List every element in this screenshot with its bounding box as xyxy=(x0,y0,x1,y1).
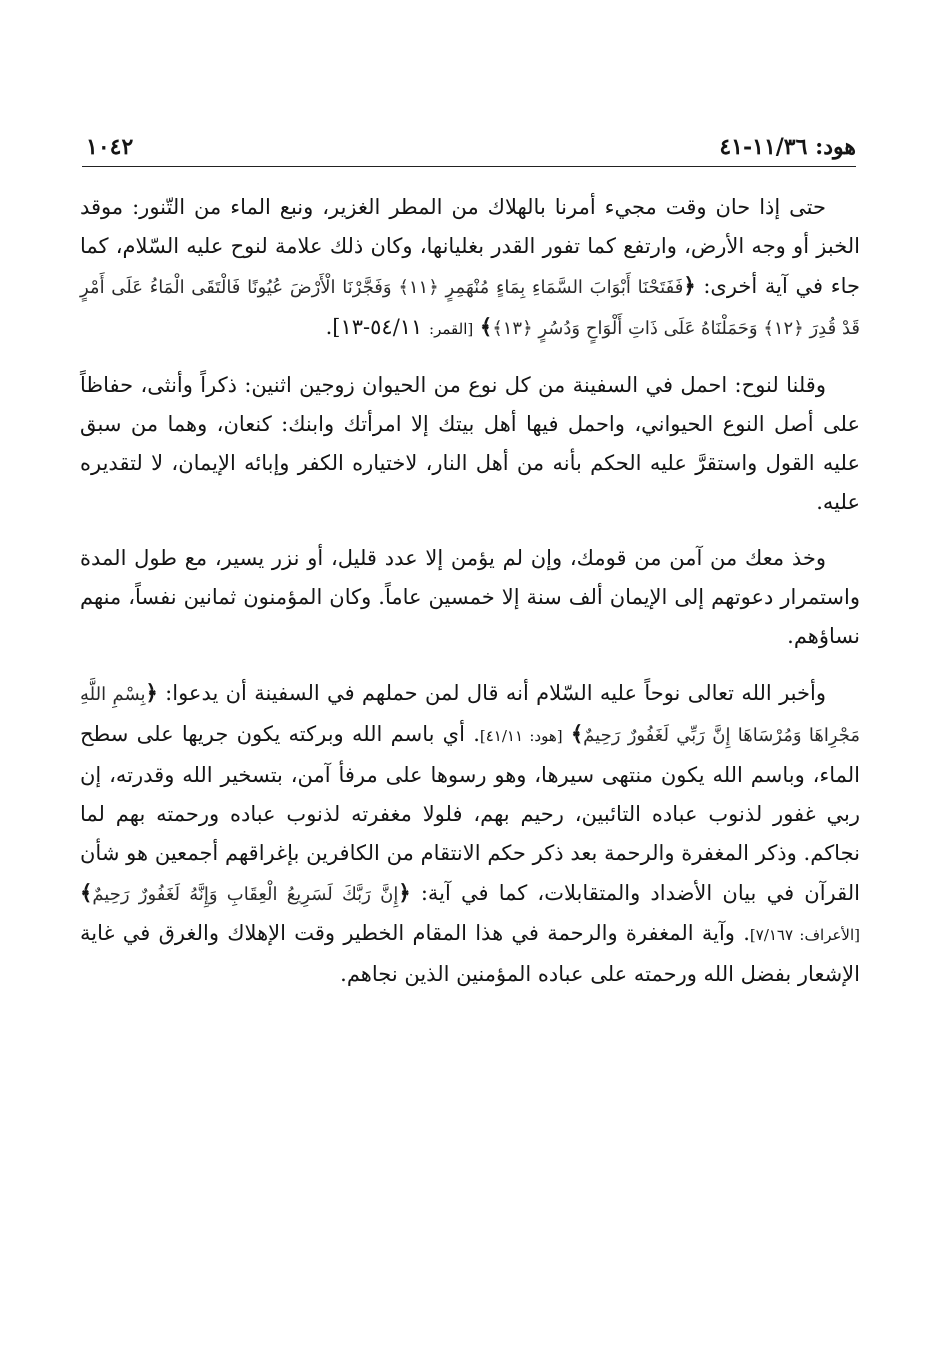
paragraph-1 xyxy=(80,188,860,349)
paragraph-4-conclusion: . وآية المغفرة والرحمة في هذا المقام الخطير وقت الإهلاك والغرق في غاية الإشعار بفضل الله ورحمته على عباده المؤمنين الذين نجاهم. xyxy=(80,921,860,986)
verse-close-bracket: ﴾ xyxy=(570,721,584,746)
verse-close-bracket: ﴾ xyxy=(80,880,93,905)
verse-reference-label: [القمر: xyxy=(429,320,474,338)
page-number: ١٠٤٢ xyxy=(86,134,134,160)
verse-open-bracket: ﴿ xyxy=(683,273,696,298)
running-header xyxy=(86,132,856,166)
verse-open-bracket: ﴿ xyxy=(398,880,411,905)
quran-verse-araf: إِنَّ رَبَّكَ لَسَرِيعُ الْعِقَابِ وَإِنَّهُ لَغَفُورٌ رَحِيمٌ xyxy=(92,884,399,905)
quran-verse-hud: بِسْمِ اللَّهِ مَجْرِاهَا وَمُرْسَاهَا إِنَّ رَبِّي لَغَفُورٌ رَحِيمٌ xyxy=(80,684,861,746)
verse-close-bracket: ﴾ xyxy=(479,314,493,339)
header-divider xyxy=(82,166,856,167)
paragraph-4-intro: وأخبر الله تعالى نوحاً عليه السّلام أنه قال لمن حملهم في السفينة أن يدعوا: xyxy=(165,681,826,705)
paragraph-1-text: حتى إذا حان وقت مجيء أمرنا بالهلاك من المطر الغزير، ونبع الماء من التّنور: موقد الخبز أو وجه الأرض، وارتفع كما تفور القدر بغليانها، وكان ذلك علامة لنوح عليه السّلام، كما جاء في آية أخرى: xyxy=(80,195,860,298)
paragraph-4 xyxy=(80,673,860,994)
verse-reference-hud: [هود: ٤١/١١] xyxy=(479,727,563,745)
paragraph-4-middle: . أي باسم الله وبركته يكون جريها على سطح الماء، وباسم الله يكون منتهى سيرها، وهو رسوها على مرفأ آمن، بتسخير الله وقدرته، إن ربي غفور لذنوب عباده التائبين، رحيم بهم، فلولا مغفرته لذنوب عباده ورحمته بهم لما نجاكم. وذكر المغفرة والرحمة بعد ذكر حكم الانتقام من الكافرين بإغراقهم أجمعين هو شأن القرآن في بيان الأضداد والمتقابلات، كما في آية: xyxy=(80,722,860,905)
verse-open-bracket: ﴿ xyxy=(145,680,158,705)
body-text xyxy=(80,188,860,1011)
quran-verse-qamar: فَفَتَحْنَا أَبْوَابَ السَّمَاءِ بِمَاءٍ مُنْهَمِرٍ ﴿١١﴾ وَفَجَّرْنَا الْأَرْضَ عُيُونًا فَالْتَقَى الْمَاءُ عَلَى أَمْرٍ قَدْ قُدِرَ ﴿١٢﴾ وَحَمَلْنَاهُ عَلَى ذَاتِ أَلْوَاحٍ وَدُسُرٍ ﴿١٣﴾ xyxy=(80,277,860,339)
surah-reference: هود: ١١/٣٦-٤١ xyxy=(719,134,856,160)
paragraph-3: وخذ معك من آمن من قومك، وإن لم يؤمن إلا عدد قليل، أو نزر يسير، مع طول المدة واستمرار دعوتهم إلى الإيمان ألف سنة إلا خمسين عاماً. وكان المؤمنون ثمانين نفساً، منهم نساؤهم. xyxy=(80,546,860,648)
verse-reference-numbers: ٥٤/١١-١٣]. xyxy=(325,315,423,339)
verse-reference-araf: [الأعراف: ٧/١٦٧] xyxy=(749,926,860,944)
paragraph-2: وقلنا لنوح: احمل في السفينة من كل نوع من الحيوان زوجين اثنين: ذكراً وأنثى، حفاظاً على أصل النوع الحيواني، واحمل فيها أهل بيتك إلا امرأتك وابنك: كنعان، وهما من سبق عليه القول واستقرَّ عليه الحكم بأنه من أهل النار، لاختياره الكفر وإبائه الإيمان، لا لتقديره عليه. xyxy=(80,373,860,514)
